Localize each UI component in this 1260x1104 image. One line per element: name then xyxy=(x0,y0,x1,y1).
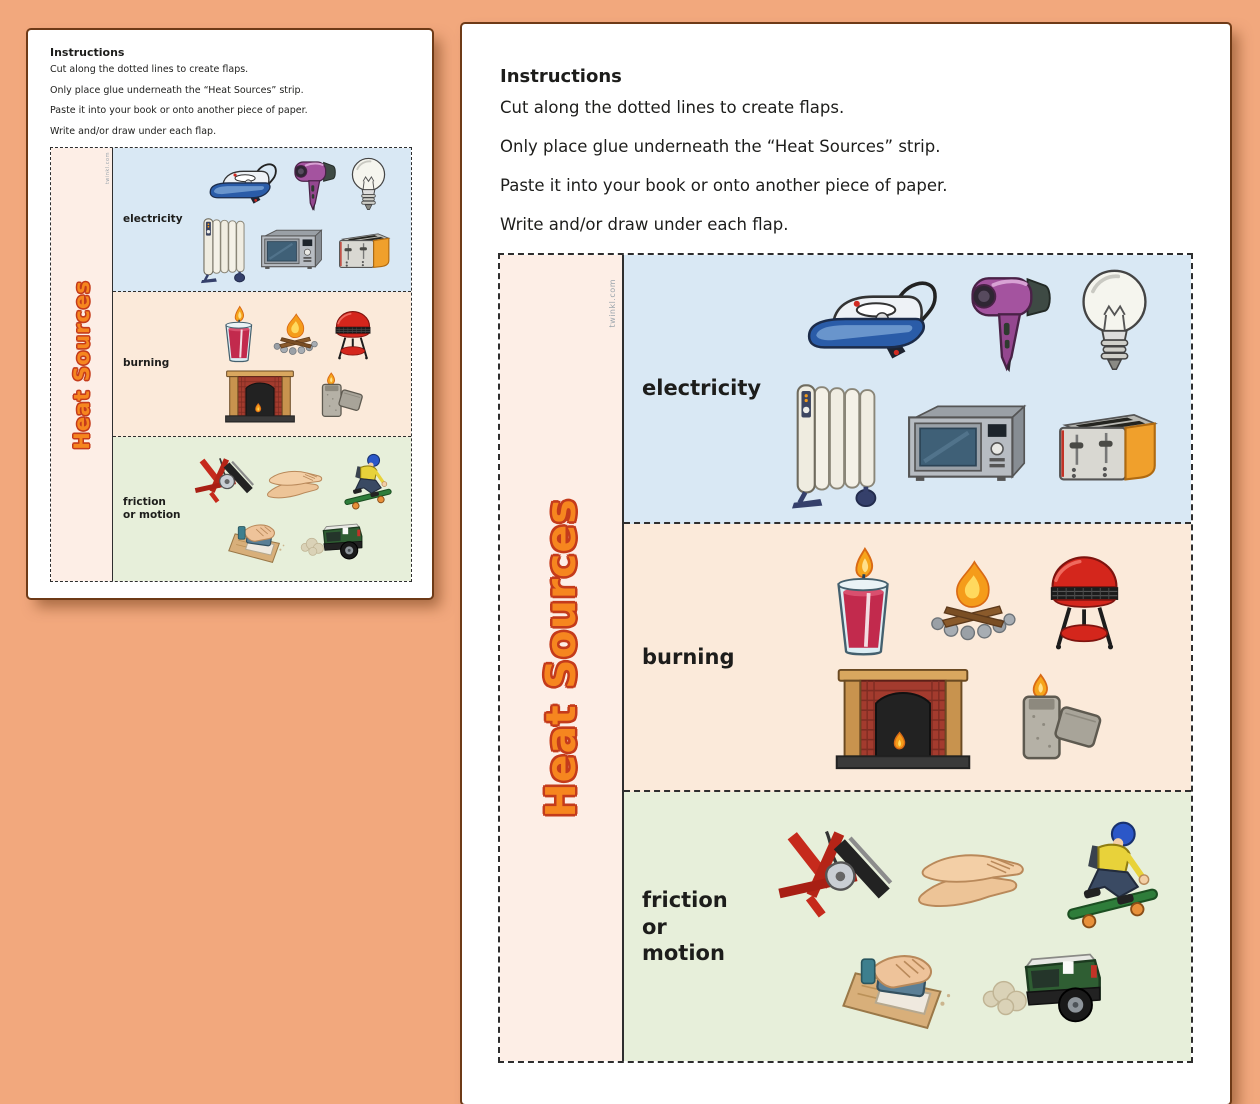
worksheet-page-large xyxy=(462,24,1230,1104)
instructions-block xyxy=(500,66,1202,254)
heat-sources-strip xyxy=(51,148,113,581)
instructions-title: Instructions xyxy=(500,66,622,87)
friction-icons xyxy=(756,820,1191,1033)
lighter-icon xyxy=(998,673,1117,767)
worksheet-page-small xyxy=(28,30,432,598)
flap-rows xyxy=(113,148,411,581)
campfire-icon xyxy=(271,309,321,361)
strip-label: Heat Sources xyxy=(69,279,94,450)
flap-row-burning xyxy=(624,524,1191,793)
instruction-line: Only place glue underneath the “Heat Sources” strip. xyxy=(500,137,941,156)
burning-icons xyxy=(181,303,411,425)
instruction-line: Paste it into your book or onto another piece of paper. xyxy=(50,105,308,116)
oil-heater-icon xyxy=(201,215,248,285)
flap-row-electricity xyxy=(113,148,411,292)
iron-icon xyxy=(801,269,943,371)
iron-icon xyxy=(206,157,280,210)
heat-sources-flap-table xyxy=(498,253,1193,1063)
instruction-line: Cut along the dotted lines to create flaps. xyxy=(500,98,845,117)
instructions-title: Instructions xyxy=(50,46,125,59)
heat-sources-strip xyxy=(500,255,624,1061)
flap-row-burning xyxy=(113,292,411,436)
toaster-icon xyxy=(1053,402,1161,488)
light-bulb-icon xyxy=(1077,266,1152,374)
sanding-wood-icon xyxy=(840,937,959,1033)
instruction-line: Write and/or draw under each flap. xyxy=(50,125,217,137)
oil-heater-icon xyxy=(792,378,882,512)
heat-sources-flap-table xyxy=(50,147,412,582)
rubbing-hands-icon xyxy=(918,839,1033,916)
row-label-friction: friction or motion xyxy=(123,495,181,521)
row-label-friction: friction or motion xyxy=(642,888,728,965)
car-motion-icon xyxy=(981,939,1108,1031)
light-bulb-icon xyxy=(349,156,388,212)
hair-dryer-icon xyxy=(291,155,338,213)
sanding-wood-icon xyxy=(227,515,289,565)
watermark: twinkl.com xyxy=(608,279,617,328)
flap-row-friction xyxy=(624,792,1191,1061)
candle-icon xyxy=(218,305,260,364)
row-label-electricity: electricity xyxy=(123,213,183,226)
instructions-block xyxy=(50,46,416,146)
barbecue-icon xyxy=(1044,541,1125,664)
hair-dryer-icon xyxy=(965,265,1055,376)
electricity-icons xyxy=(183,155,411,285)
bicycle-brakes-icon xyxy=(773,825,896,931)
skateboarder-icon xyxy=(338,453,400,513)
fireplace-icon xyxy=(222,369,298,425)
instruction-line: Cut along the dotted lines to create flaps. xyxy=(50,64,249,75)
electricity-icons xyxy=(761,265,1191,512)
fireplace-icon xyxy=(830,666,976,774)
flap-row-friction xyxy=(113,437,411,581)
bicycle-brakes-icon xyxy=(192,455,256,510)
burning-icons xyxy=(756,541,1191,774)
microwave-icon xyxy=(259,228,325,272)
strip-label: Heat Sources xyxy=(537,498,585,818)
microwave-icon xyxy=(904,402,1031,487)
car-motion-icon xyxy=(300,516,366,564)
watermark: twinkl.com xyxy=(105,152,111,185)
friction-icons xyxy=(181,453,411,565)
row-label-electricity: electricity xyxy=(642,376,762,401)
instruction-line: Only place glue underneath the “Heat Sources” strip. xyxy=(50,84,304,96)
flap-row-electricity xyxy=(624,255,1191,524)
row-label-burning: burning xyxy=(642,644,735,669)
instruction-line: Paste it into your book or onto another piece of paper. xyxy=(500,176,948,195)
row-label-burning: burning xyxy=(123,357,170,370)
skateboarder-icon xyxy=(1055,820,1174,935)
campfire-icon xyxy=(926,552,1022,652)
rubbing-hands-icon xyxy=(267,463,327,503)
instruction-line: Write and/or draw under each flap. xyxy=(500,215,789,234)
barbecue-icon xyxy=(332,303,374,367)
candle-icon xyxy=(823,546,904,659)
flap-rows xyxy=(624,255,1191,1061)
toaster-icon xyxy=(336,227,392,272)
lighter-icon xyxy=(309,372,371,421)
